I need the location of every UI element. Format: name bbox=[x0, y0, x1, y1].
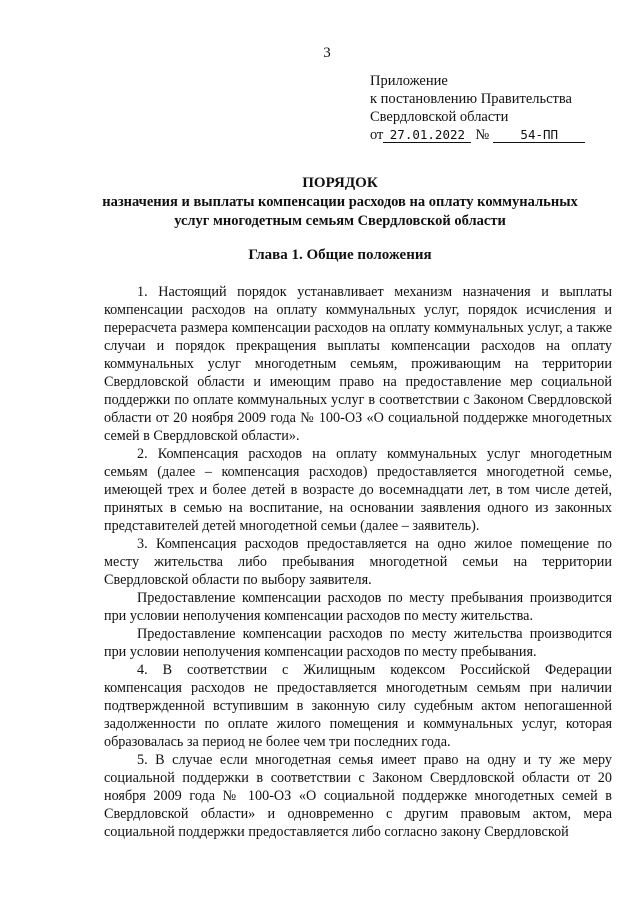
resolution-date: 27.01.2022 bbox=[383, 127, 471, 143]
body-text bbox=[104, 283, 612, 841]
appendix-line-2: к постановлению Правительства bbox=[370, 91, 572, 107]
date-prefix: от bbox=[370, 127, 384, 143]
paragraph: 2. Компенсация расходов на оплату коммунальных услуг многодетным семьям (далее – компенсация расходов) предоставляется многодетной семье, имеющей трех и более детей в возрасте до восемнадцати лет, в том числе детей, принятых в семью на воспитание, на основании заявления одного из законных представителей детей многодетной семьи (далее – заявитель). bbox=[104, 446, 612, 534]
paragraph: 5. В случае если многодетная семья имеет право на одну и ту же меру социальной поддержки в соответствии с Законом Свердловской области от 20 ноября 2009 года № 100-ОЗ «О социальной поддержке многодетных семей в Свердловской области» и одновременно с другим правовым актом, мера социальной поддержки предоставляется либо согласно закону Свердловской bbox=[104, 752, 612, 840]
paragraph: 1. Настоящий порядок устанавливает механизм назначения и выплаты компенсации расходов на оплату коммунальных услуг, порядок исчисления и перерасчета размера компенсации расходов на оплату коммунальных услуг, а также случаи и порядок прекращения выплаты компенсации расходов на оплату коммунальных услуг многодетным семьям, проживающим на территории Свердловской области и имеющим право на предоставление мер социальной поддержки по оплате коммунальных услуг в соответствии с Законом Свердловской области от 20 ноября 2009 года № 100-ОЗ «О социальной поддержке многодетных семей в Свердловской области». bbox=[104, 284, 612, 444]
appendix-block bbox=[370, 72, 620, 144]
title-sub-line-2: услуг многодетным семьям Свердловской области bbox=[174, 213, 506, 229]
page-number: 3 bbox=[323, 45, 331, 61]
chapter-heading: Глава 1. Общие положения bbox=[248, 247, 432, 263]
title-sub-line-1: назначения и выплаты компенсации расходов на оплату коммунальных bbox=[102, 194, 578, 210]
appendix-line-1: Приложение bbox=[370, 73, 448, 89]
appendix-line-3: Свердловской области bbox=[370, 109, 509, 125]
document-title bbox=[60, 174, 620, 231]
paragraph: 4. В соответствии с Жилищным кодексом Российской Федерации компенсация расходов не предоставляется многодетным семьям при наличии подтвержденной вступившим в законную силу судебным актом непогашенной задолженности по оплате жилого помещения и коммунальных услуг, которая образовалась за период не более чем три последних года. bbox=[104, 662, 612, 750]
appendix-date-line bbox=[370, 126, 620, 144]
title-main: ПОРЯДОК bbox=[302, 175, 378, 191]
resolution-number: 54-ПП bbox=[493, 127, 585, 143]
paragraph: Предоставление компенсации расходов по месту пребывания производится при условии неполучения компенсации расходов по месту жительства. bbox=[104, 590, 612, 624]
paragraph: Предоставление компенсации расходов по месту жительства производится при условии неполучения компенсации расходов по месту пребывания. bbox=[104, 626, 612, 660]
number-sign: № bbox=[475, 127, 490, 143]
paragraph: 3. Компенсация расходов предоставляется на одно жилое помещение по месту жительства либо пребывания многодетной семьи на территории Свердловской области по выбору заявителя. bbox=[104, 536, 612, 588]
